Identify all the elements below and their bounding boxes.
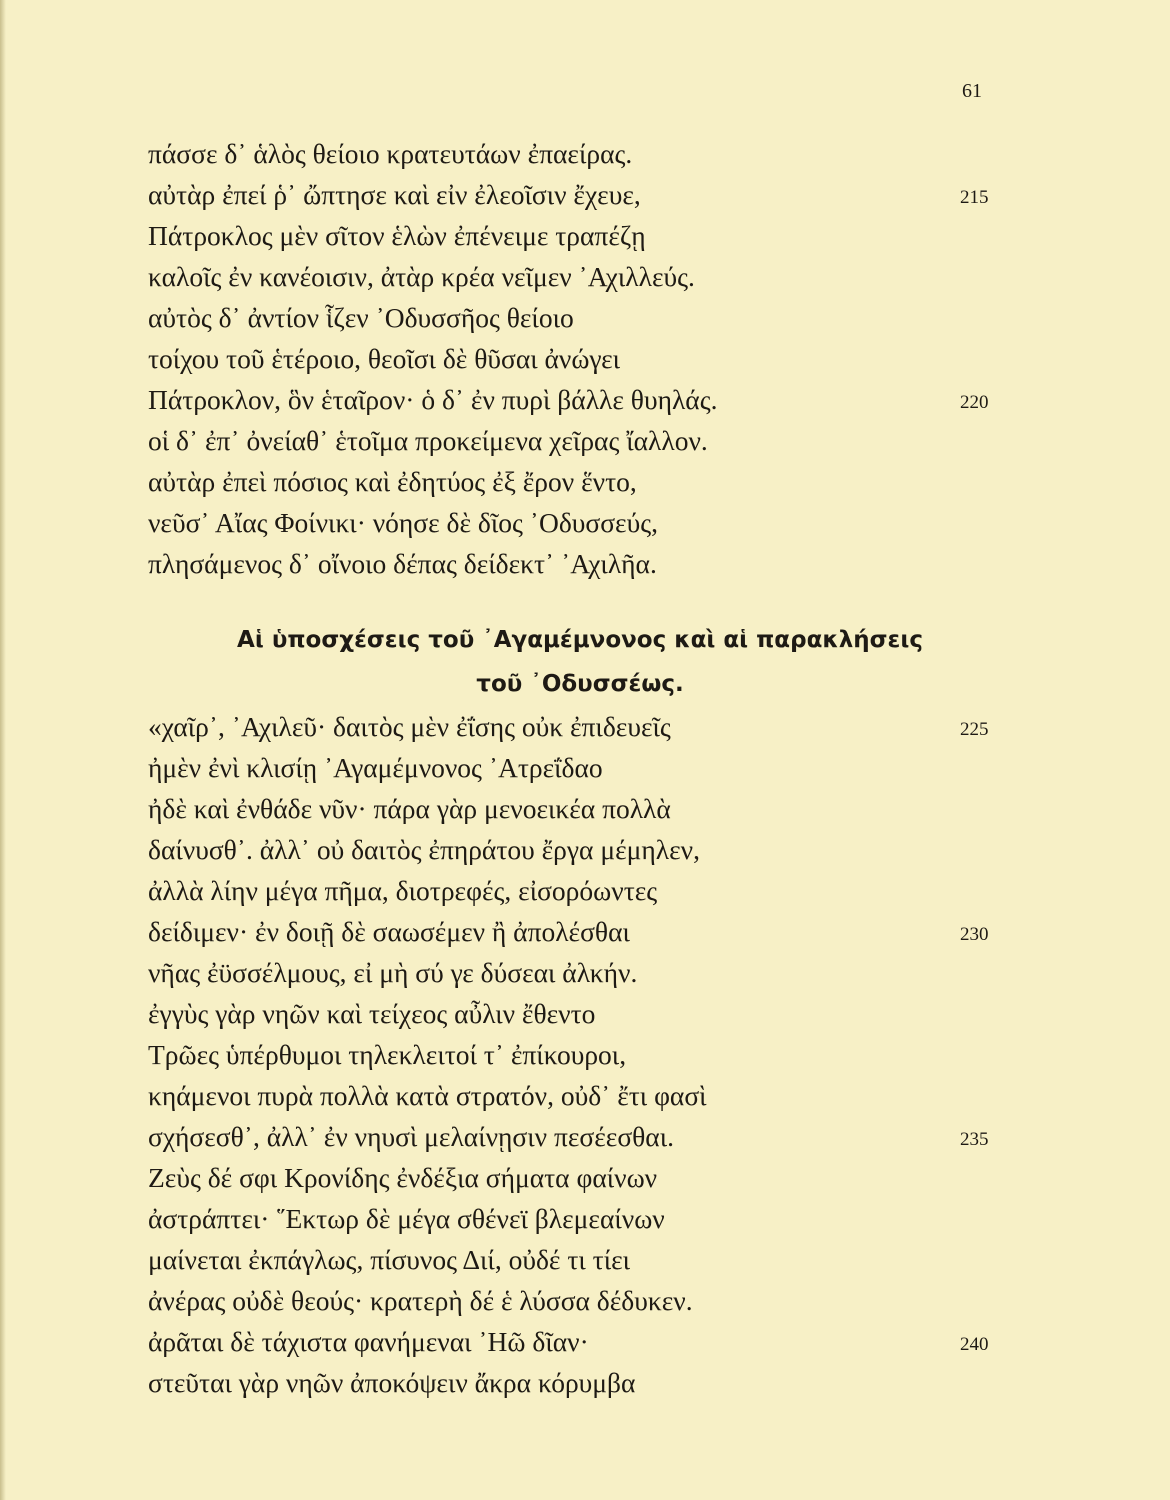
verse-line [148,1362,988,1403]
verse-line [148,1239,988,1280]
verse-text: τοίχου τοῦ ἑτέροιο, θεοῖσι δὲ θῦσαι ἀνώγει [148,343,621,374]
verse-text: δαίνυσθ᾽. ἀλλ᾽ οὐ δαιτὸς ἐπηράτου ἔργα μέμηλεν, [148,834,700,865]
verse-line [148,747,988,788]
verse-text: δείδιμεν· ἐν δοιῇ δὲ σαωσέμεν ἢ ἀπολέσθαι [148,916,630,947]
verse-text: νῆας ἐϋσσέλμους, εἰ μὴ σύ γε δύσεαι ἀλκήν. [148,957,638,988]
verse-text: Τρῶες ὑπέρθυμοι τηλεκλειτοί τ᾽ ἐπίκουροι, [148,1039,627,1070]
verse-text: ἀρᾶται δὲ τάχιστα φανήμεναι ᾽Ηῶ δῖαν· [148,1326,589,1357]
verse-line [148,706,988,747]
verse-line [148,1280,988,1321]
verse-line [148,297,988,338]
verse-line [148,1198,988,1239]
scan-edge [0,0,6,1500]
verse-line [148,1116,988,1157]
verse-line [148,543,988,584]
verse-block-1 [148,133,988,584]
line-number: 220 [960,392,989,413]
verse-text: αὐτὰρ ἐπεί ῥ᾽ ὤπτησε καὶ εἰν ἐλεοῖσιν ἔχευε, [148,179,641,210]
verse-line [148,1075,988,1116]
verse-text: πάσσε δ᾽ ἁλὸς θείοιο κρατευτάων ἐπαείρας. [148,138,633,169]
line-number: 235 [960,1129,989,1150]
verse-line [148,1321,988,1362]
verse-text: ἀνέρας οὐδὲ θεούς· κρατερὴ δέ ἑ λύσσα δέδυκεν. [148,1285,693,1316]
verse-line [148,338,988,379]
verse-line [148,420,988,461]
line-number: 225 [960,719,989,740]
verse-text: καλοῖς ἐν κανέοισιν, ἀτὰρ κρέα νεῖμεν ᾽Αχιλλεύς. [148,261,695,292]
verse-text: ἐγγὺς γὰρ νηῶν καὶ τείχεος αὖλιν ἔθεντο [148,998,596,1029]
verse-text: κηάμενοι πυρὰ πολλὰ κατὰ στρατόν, οὐδ᾽ ἔτι φασὶ [148,1080,707,1111]
verse-text: αὐτὰρ ἐπεὶ πόσιος καὶ ἐδητύος ἐξ ἔρον ἕντο, [148,466,637,497]
verse-text: σχήσεσθ᾽, ἀλλ᾽ ἐν νηυσὶ μελαίνῃσιν πεσέεσθαι. [148,1121,674,1152]
verse-line [148,911,988,952]
verse-line [148,1157,988,1198]
verse-line [148,379,988,420]
verse-line [148,993,988,1034]
verse-text: «χαῖρ᾽, ᾽Αχιλεῦ· δαιτὸς μὲν ἐΐσης οὐκ ἐπιδευεῖς [148,711,671,742]
line-number: 230 [960,924,989,945]
verse-text: Ζεὺς δέ σφι Κρονίδης ἐνδέξια σήματα φαίνων [148,1162,658,1193]
verse-line [148,788,988,829]
verse-line [148,870,988,911]
line-number: 215 [960,187,989,208]
verse-text: ἀλλὰ λίην μέγα πῆμα, διοτρεφές, εἰσορόωντες [148,875,658,906]
verse-text: νεῦσ᾽ Αἴας Φοίνικι· νόησε δὲ δῖος ᾽Οδυσσεύς, [148,507,658,538]
verse-line [148,256,988,297]
page-number: 61 [962,80,982,102]
verse-text: Πάτροκλον, ὃν ἑταῖρον· ὁ δ᾽ ἐν πυρὶ βάλλε θυηλάς. [148,384,718,415]
verse-text: αὐτὸς δ᾽ ἀντίον ἷζεν ᾽Οδυσσῆος θείοιο [148,302,574,333]
verse-line [148,502,988,543]
verse-block-2 [148,706,988,1403]
verse-text: στεῦται γὰρ νηῶν ἀποκόψειν ἄκρα κόρυμβα [148,1367,636,1398]
verse-text: πλησάμενος δ᾽ οἴνοιο δέπας δείδεκτ᾽ ᾽Αχιλῆα. [148,548,657,579]
verse-line [148,952,988,993]
line-number: 240 [960,1334,989,1355]
verse-line [148,461,988,502]
verse-text: ἠδὲ καὶ ἐνθάδε νῦν· πάρα γὰρ μενοεικέα πολλὰ [148,793,671,824]
verse-line [148,829,988,870]
verse-text: ἠμὲν ἐνὶ κλισίῃ ᾽Αγαμέμνονος ᾽Ατρεΐδαο [148,752,603,783]
verse-line [148,215,988,256]
heading-line-2: τοῦ ᾽Οδυσσέως. [476,671,684,697]
section-heading [148,618,1012,706]
verse-text: Πάτροκλος μὲν σῖτον ἑλὼν ἐπένειμε τραπέζῃ [148,220,646,251]
verse-line [148,1034,988,1075]
verse-text: ἀστράπτει· ῞Εκτωρ δὲ μέγα σθένεϊ βλεμεαίνων [148,1203,665,1234]
heading-line-1: Αἱ ὑποσχέσεις τοῦ ᾽Αγαμέμνονος καὶ αἱ παρακλήσεις [237,627,923,653]
verse-line [148,174,988,215]
verse-text: μαίνεται ἐκπάγλως, πίσυνος Διί, οὐδέ τι τίει [148,1244,631,1275]
verse-line [148,133,988,174]
verse-text: οἱ δ᾽ ἐπ᾽ ὀνείαθ᾽ ἑτοῖμα προκείμενα χεῖρας ἴαλλον. [148,425,708,456]
